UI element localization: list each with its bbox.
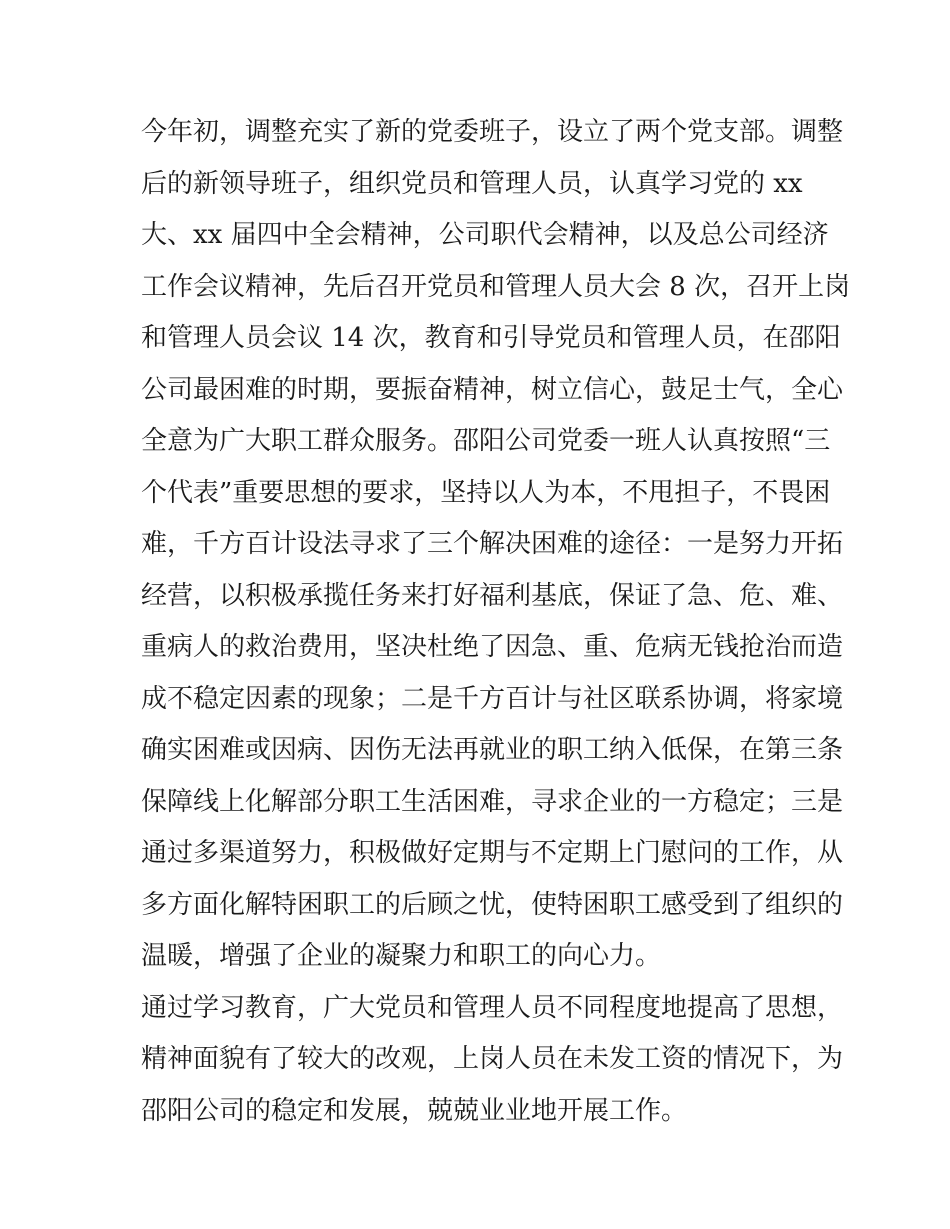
- paragraph-2: [141, 983, 844, 1138]
- text-line: 个代表”重要思想的要求，坚持以人为本，不甩担子，不畏困: [141, 477, 831, 508]
- text-line: 温暖，增强了企业的凝聚力和职工的向心力。: [141, 941, 662, 971]
- text-line: 保障线上化解部分职工生活困难，寻求企业的一方稳定；三是: [141, 786, 844, 817]
- text-line: 通过多渠道努力，积极做好定期与不定期上门慰问的工作，从: [141, 838, 844, 868]
- text-line: 和管理人员会议 14 次，教育和引导党员和管理人员，在邵阳: [141, 323, 841, 353]
- text-line: 难，千方百计设法寻求了三个解决困难的途径：一是努力开拓: [141, 529, 844, 559]
- text-line: 重病人的救治费用，坚决杜绝了因急、重、危病无钱抢治而造: [141, 632, 844, 662]
- text-line: 大、xx 届四中全会精神，公司职代会精神，以及总公司经济: [141, 220, 829, 250]
- text-line: 成不稳定因素的现象；二是千方百计与社区联系协调，将家境: [141, 683, 844, 714]
- text-line: 全意为广大职工群众服务。邵阳公司党委一班人认真按照“三: [141, 426, 831, 456]
- text-line: 公司最困难的时期，要振奋精神，树立信心，鼓足士气，全心: [141, 374, 844, 405]
- text-line: 确实困难或因病、因伤无法再就业的职工纳入低保，在第三条: [141, 735, 844, 765]
- paragraph-1: [141, 107, 851, 983]
- text-line: 后的新领导班子，组织党员和管理人员，认真学习党的 xx: [141, 168, 803, 199]
- text-line: 精神面貌有了较大的改观，上岗人员在未发工资的情况下，为: [141, 1044, 844, 1074]
- text-line: 多方面化解特困职工的后顾之忧，使特困职工感受到了组织的: [141, 889, 844, 920]
- text-line: 邵阳公司的稳定和发展，兢兢业业地开展工作。: [141, 1095, 688, 1126]
- text-line: 工作会议精神，先后召开党员和管理人员大会 8 次，召开上岗: [141, 271, 851, 302]
- document-body: [141, 107, 851, 1137]
- text-line: 经营，以积极承揽任务来打好福利基底，保证了急、危、难、: [141, 580, 844, 611]
- text-line: 通过学习教育，广大党员和管理人员不同程度地提高了思想，: [141, 992, 844, 1023]
- text-line: 今年初，调整充实了新的党委班子，设立了两个党支部。调整: [141, 117, 844, 147]
